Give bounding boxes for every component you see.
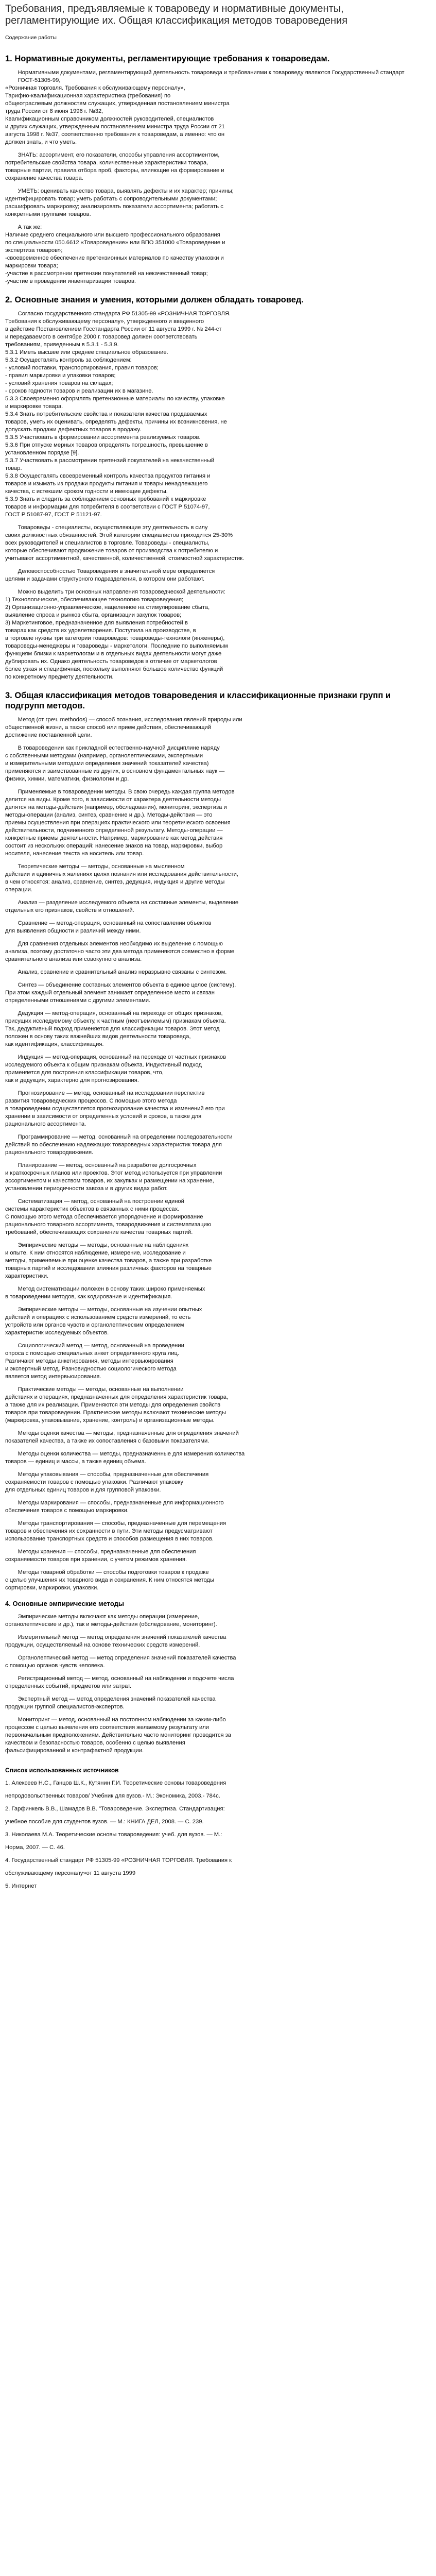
- section-heading: 2. Основные знания и умения, которыми должен обладать товаровед.: [5, 295, 304, 304]
- text-line: по специальности 050.6612 «Товароведение» или ВПО 351000 «Товароведение и: [5, 240, 225, 246]
- text-line: Деловоспособностью Товароведения в значительной мере определяется: [18, 568, 215, 574]
- text-line: 5.3.9 Знать и следить за соблюдением основных требований к маркировке: [5, 496, 206, 502]
- text-line: 1) Технологическое, обеспечивающее технологию товароведения;: [5, 597, 184, 603]
- text-line: приемы осуществления при операциях практического или теоретического освоения: [5, 820, 231, 826]
- text-line: развития товароведческих процессов. С помощью этого метода: [5, 1098, 177, 1104]
- text-line: Систематизация — метод, основанный на построении единой: [18, 1198, 184, 1205]
- text-line: Метод систематизации положен в основу таких широко применяемых: [18, 1286, 205, 1292]
- paragraph: [5, 969, 431, 976]
- paragraph: [5, 788, 431, 858]
- text-line: Методы маркирования — способы, предназначенные для информационного: [18, 1500, 224, 1506]
- text-line: учитывают ассортиментной, качественной, количественной, стоимостной характеристик.: [5, 555, 245, 562]
- text-line: 5.3.7 Участвовать в рассмотрении претензий покупателей на некачественный: [5, 457, 215, 464]
- text-line: А так же:: [18, 224, 42, 230]
- text-line: достижение поставленной цели.: [5, 732, 92, 738]
- text-line: действий по обеспечению надлежащих товароведных характеристик товара для: [5, 1142, 222, 1148]
- paragraph: [5, 1242, 431, 1280]
- text-line: товаров при товароведении. Практические методы включают технические методы: [5, 1410, 226, 1416]
- text-line: исследуемого объекта к общим признакам объекта. Индуктивный подход: [5, 1062, 202, 1068]
- text-line: 5.3.4 Знать потребительские свойства и показатели качества продаваемых: [5, 411, 207, 417]
- text-line: ЗНАТЬ: ассортимент, его показатели, способы управления ассортиментом,: [18, 152, 220, 158]
- text-line: использование транспортных средств и способов размещения в них товаров.: [5, 1536, 214, 1542]
- text-line: Измерительный метод — метод определения значений показателей качества: [18, 1634, 226, 1640]
- text-line: товаров — единиц и массы, а также единиц объема.: [5, 1459, 146, 1465]
- section-heading: 4. Основные эмпирические методы: [5, 1600, 124, 1607]
- literature-item: Норма, 2007. — С. 46.: [5, 1844, 65, 1851]
- text-line: Анализ, сравнение и сравнительный анализ неразрывно связаны с синтезом.: [18, 969, 227, 975]
- paragraph: [5, 1654, 431, 1670]
- text-line: выявление спроса и рынков сбыта, организации закупок товаров;: [5, 612, 182, 618]
- text-line: всех руководителей и специалистов в торговле. Товароведы - специалисты,: [5, 540, 210, 546]
- section-heading: 3. Общая классификация методов товароведения и классификационные признаки групп и подгрупп методов.: [5, 691, 391, 710]
- text-line: Индукция — метод-операция, основанный на переходе от частных признаков: [18, 1054, 226, 1060]
- text-line: УМЕТЬ: оценивать качество товара, выявлять дефекты и их характер; причины;: [18, 188, 234, 194]
- text-line: Так, дедуктивный подход применяется для классификации товаров. Этот метод: [5, 1026, 220, 1032]
- text-line: установленном порядке [9].: [5, 450, 79, 456]
- text-line: делится на виды. Кроме того, в зависимости от характера деятельности методы: [5, 796, 221, 803]
- text-line: Нормативными документами, регламентирующий деятельность товароведа и требованиями к товароведу являются Государственный стандарт ГОСТ-51305-99,: [18, 70, 405, 83]
- text-line: которые обеспечивают продвижение товаров от производства к потребителю и: [5, 548, 218, 554]
- paragraph: [5, 588, 431, 681]
- paragraph: [5, 1162, 431, 1193]
- text-line: а также для их реализации. Применяются эти методы для определения свойств: [5, 1402, 221, 1408]
- text-line: Дедукция — метод-операция, основанный на переходе от общих признаков,: [18, 1010, 223, 1016]
- text-line: положен в основу таких важнейших видов деятельности товароведа,: [5, 1033, 191, 1040]
- text-line: дублировать их. Однако деятельность товароведов в отличие от маркетологов: [5, 658, 217, 665]
- paragraph: [5, 1613, 431, 1629]
- text-line: допускать продажи дефектных товаров в продажу.: [5, 427, 142, 433]
- text-line: товарных партий и исследовании влияния различных факторов на товарные: [5, 1265, 212, 1272]
- text-line: Методы товарной обработки — способы подготовки товаров к продаже: [18, 1569, 209, 1575]
- text-line: и измерительными методами определения значений показателей качества): [5, 760, 209, 767]
- text-line: 5.3.1 Иметь высшее или среднее специальное образование.: [5, 349, 168, 355]
- text-line: товарные партии, правила отбора проб, факторы, влияющие на формирование и: [5, 167, 224, 174]
- text-line: в действие Постановлением Госстандарта России от 11 августа 1999 г. № 244-ст: [5, 326, 222, 332]
- text-line: продукции группой специалистов-экспертов.: [5, 1704, 125, 1710]
- text-line: в торговле нужны три категории товароведов: товароведы-технологи (инженеры),: [5, 635, 225, 641]
- text-line: сравнительного анализа или совокупного анализа.: [5, 956, 142, 962]
- text-line: хранении в зависимости от определенных условий и сроков, а также для: [5, 1113, 202, 1120]
- text-line: 3) Маркетинговое, предназначенное для выявления потребностей в: [5, 620, 188, 626]
- paragraph: [5, 1675, 431, 1690]
- text-line: сортировки, маркировки, упаковки.: [5, 1585, 99, 1591]
- text-line: Социологический метод — метод, основанный на проведении: [18, 1343, 184, 1349]
- paragraph: [5, 310, 431, 519]
- text-line: Требования к обслуживающему персоналу», утвержденного и введенного: [5, 318, 204, 325]
- text-line: 2) Организационно-управленческое, нацеленное на стимулирование сбыта,: [5, 604, 210, 611]
- text-line: (маркировка, упаковывание, хранение, контроль) и организационные методы.: [5, 1417, 215, 1423]
- text-line: сохранение качества товара.: [5, 175, 83, 181]
- paragraph: [5, 1386, 431, 1425]
- text-line: ГОСТ Р 51087-97, ГОСТ Р 51121-97.: [5, 512, 102, 518]
- text-line: идентифицировать товар; уметь работать с сопроводительными документами;: [5, 196, 217, 202]
- text-line: Методы оценки качества — методы, предназначенные для определения значений: [18, 1430, 239, 1436]
- text-line: 5.3.6 При отпуске мерных товаров определять погрешность, превышение в: [5, 442, 208, 448]
- text-line: методы-операции (анализ, синтез, сравнение и др.). Методы-действия — это: [5, 812, 213, 818]
- text-line: сохраняемости товаров с помощью упаковки. Различают упаковку: [5, 1479, 183, 1485]
- text-line: качества, с истекшим сроком годности и имеющие дефекты.: [5, 488, 168, 495]
- paragraph: [5, 1696, 431, 1711]
- text-line: Методы транспортирования — способы, предназначенные для перемещения: [18, 1520, 226, 1527]
- text-line: -участие в рассмотрении претензии покупателей на некачественный товар;: [5, 270, 208, 277]
- text-line: физики, химии, математики, физиологии и др.: [5, 776, 129, 782]
- text-line: расшифровать маркировку; анализировать показатели ассортимента; работать с: [5, 204, 223, 210]
- text-line: общественной жизни, а также способ или прием действия, обеспечивающий: [5, 724, 212, 731]
- paragraph: [5, 1133, 431, 1157]
- text-line: товаров и обеспечения их сохранности в пути. Эти методы предусматривают: [5, 1528, 213, 1534]
- text-line: августа 1998 г. №37, соответственно требования к товароведам, а именно: что он: [5, 131, 225, 138]
- text-line: «Розничная торговля. Требования к обслуживающему персоналу»,: [5, 85, 185, 91]
- text-line: Мониторинг — метод, основанный на постоянном наблюдении за каким-либо: [18, 1717, 226, 1723]
- literature-section: [5, 1766, 431, 1890]
- paragraph: [5, 940, 431, 963]
- text-line: товароведы-менеджеры и товароведы - маркетологи. Последние по выполняемым: [5, 643, 228, 649]
- literature-item: 4. Государственный стандарт РФ 51305-99 «РОЗНИЧНАЯ ТОРГОВЛЯ. Требования к: [5, 1857, 232, 1863]
- text-line: требований, обеспечивающих сохранение качества товарных партий.: [5, 1229, 193, 1235]
- text-line: должен знать, и что уметь.: [5, 139, 77, 145]
- text-line: органолептические и др.), так и методы-действия (обследование, мониторинг).: [5, 1621, 217, 1628]
- text-line: В товароведении как прикладной естественно-научной дисциплине наряду: [18, 745, 220, 751]
- text-line: и экспертный метод. Разновидностью социологического метода: [5, 1366, 177, 1372]
- text-line: с целью улучшения их товарного вида и сохранения. К ним относятся методы: [5, 1577, 214, 1583]
- literature-item: 3. Николаева М.А. Теоретические основы товароведения: учеб. для вузов. — М.:: [5, 1832, 222, 1838]
- text-line: целями и задачами структурного подразделения, в котором они работают.: [5, 576, 205, 582]
- text-line: 5.3.3 Своевременно оформлять претензионные материалы по качеству, упаковке: [5, 396, 225, 402]
- text-line: рационального товарного ассортимента, товародвижения и систематизацию: [5, 1222, 212, 1228]
- text-line: - условий поставки, транспортирования, правил товаров;: [5, 365, 159, 371]
- text-line: -участие в проведении инвентаризации товаров.: [5, 278, 136, 284]
- paragraph: [5, 1430, 431, 1445]
- text-line: как и дедукция, характерно для прогнозирования.: [5, 1077, 139, 1083]
- text-line: в товароведении осуществляется прогнозирование качества и изменений его при: [5, 1106, 225, 1112]
- text-line: действительности, подчиненного определенной результату. Методы-операции —: [5, 827, 223, 834]
- text-line: Прогнозирование — метод, основанный на исследовании перспектив: [18, 1090, 205, 1096]
- text-line: С помощью этого метода обеспечивается упорядочение и формирование: [5, 1214, 203, 1220]
- text-line: 5.3.8 Осуществлять своевременный контроль качества продуктов питания и: [5, 473, 211, 479]
- text-line: как идентификация, классификация.: [5, 1041, 104, 1047]
- text-line: применяется для построения классификации товаров, что,: [5, 1070, 164, 1076]
- text-line: состоит из нескольких операций: нанесение знаков на товар, маркировки, выбор: [5, 843, 223, 849]
- text-line: своих должностных обязанностей. Этой категории специалистов приходится 25-30%: [5, 532, 233, 538]
- literature-item: обслуживающему персоналу»от 11 августа 1999: [5, 1870, 136, 1876]
- paragraph: [5, 1306, 431, 1337]
- text-line: показателей качества, а также их сопоставления с базовыми показателями.: [5, 1438, 210, 1444]
- text-line: операции.: [5, 887, 32, 893]
- document-body: [5, 54, 431, 1755]
- text-line: 5.3.5 Участвовать в формировании ассортимента реализуемых товаров.: [5, 434, 201, 440]
- text-line: является метод интервьюирования.: [5, 1374, 101, 1380]
- paragraph: [5, 1569, 431, 1592]
- text-line: действии и единичных явлениях целях познания или исследования действительности,: [5, 871, 238, 877]
- text-line: Анализ — разделение исследуемого объекта на составные элементы, выделение: [18, 900, 239, 906]
- paragraph: [5, 1520, 431, 1543]
- text-line: фальсифицированной и контрафактной продукции.: [5, 1748, 144, 1754]
- text-line: Методы хранения — способы, предназначенные для обеспечения: [18, 1549, 196, 1555]
- text-line: опроса с помощью специальных анкет определенного круга лиц.: [5, 1350, 179, 1357]
- text-line: Регистрационный метод — метод, основанный на наблюдении и подсчете числа: [18, 1675, 234, 1682]
- text-line: товар.: [5, 465, 22, 471]
- text-line: Синтез — объединение составных элементов объекта в единое целое (систему).: [18, 982, 236, 988]
- text-line: функциям близки к маркетологам и в отдельных видах деятельности могут даже: [5, 651, 222, 657]
- text-line: носителя, нанесение текста на носитель или товар.: [5, 851, 144, 857]
- text-line: характеристик исследуемых объектов.: [5, 1330, 109, 1336]
- text-line: - правил маркировки и упаковки товаров;: [5, 372, 116, 379]
- paragraph: [5, 151, 431, 182]
- text-line: более узкая и специфичная, поскольку выполняют большое количество функций: [5, 666, 223, 672]
- text-line: потребительские свойства товара, количественные характеристики товара,: [5, 160, 208, 166]
- text-line: Программирование — метод, основанный на определении последовательности: [18, 1134, 233, 1140]
- text-line: с помощью органов чувств человека.: [5, 1663, 105, 1669]
- text-line: конкретными группами товаров.: [5, 211, 91, 217]
- text-line: процессом с целью выявления его соответствия желаемому результату или: [5, 1724, 209, 1731]
- text-line: и маркировке товара.: [5, 403, 63, 410]
- text-line: Можно выделить три основных направления товароведческой деятельности:: [18, 589, 225, 595]
- text-line: маркировки товара;: [5, 263, 58, 269]
- text-line: с собственными методами (например, органолептическими, экспертными: [5, 753, 203, 759]
- literature-list: [5, 1780, 431, 1890]
- text-line: труда России от 8 июня 1996 г. №32,: [5, 108, 103, 114]
- toc-label: Содержание работы: [5, 35, 57, 41]
- paragraph: [5, 1285, 431, 1301]
- text-line: продукции, осуществляемый на основе технических средств измерений.: [5, 1642, 200, 1648]
- text-line: отдельных его признаков, свойств и отношений.: [5, 907, 134, 913]
- text-line: товаров, уметь их оценивать, определять дефекты, причины их возникновения, не: [5, 419, 227, 425]
- text-line: рационального товародвижения.: [5, 1149, 94, 1156]
- text-line: Сравнение — метод-операция, основанный на сопоставлении объектов: [18, 920, 212, 926]
- text-line: Применяемые в товароведении методы. В свою очередь каждая группа методов: [18, 789, 235, 795]
- text-line: Тарифно-квалификационная характеристика (требования) по: [5, 93, 171, 99]
- text-line: товаров и изымать из продажи продукты питания и товары ненадлежащего: [5, 481, 208, 487]
- text-line: Планирование — метод, основанный на разработке долгосрочных: [18, 1162, 197, 1168]
- text-line: рационального ассортимента.: [5, 1121, 86, 1127]
- text-line: Эмпирические методы — методы, основанные на наблюдениях: [18, 1242, 189, 1248]
- text-line: действий и операциях с использованием средств измерений, то есть: [5, 1314, 191, 1320]
- text-line: товарах как средств их удовлетворения. Поступила на производстве, в: [5, 628, 196, 634]
- text-line: Органолептический метод — метод определения значений показателей качества: [18, 1655, 236, 1661]
- paragraph: [5, 1471, 431, 1494]
- text-line: по конкретному предмету деятельности.: [5, 674, 114, 680]
- text-line: качеством и безопасностью товаров, особенно с целью выявления: [5, 1740, 185, 1746]
- text-line: Методы упаковывания — способы, предназначенные для обеспечения: [18, 1471, 209, 1478]
- text-line: Экспертный метод — метод определения значений показателей качества: [18, 1696, 216, 1702]
- text-line: Квалификационным справочником должностей руководителей, специалистов: [5, 116, 214, 122]
- text-line: действиях и операциях, предназначенных для определения характеристик товара,: [5, 1394, 229, 1400]
- paragraph: [5, 716, 431, 739]
- text-line: для выявления общности и различий между ними.: [5, 928, 141, 934]
- page-title: Требования, предъявляемые к товароведу и нормативные документы, регламентирующие их. Общая классификация методов товароведения: [5, 3, 348, 26]
- text-line: методы, применяемые при оценке качества товаров, а также при разработке: [5, 1258, 212, 1264]
- paragraph: [5, 1198, 431, 1236]
- text-line: - условий хранения товаров на складах;: [5, 380, 113, 386]
- text-line: применяются и заимствованные из других, в основном фундаментальных наук —: [5, 768, 225, 774]
- paragraph: [5, 568, 431, 583]
- text-line: Теоретические методы — методы, основанные на мысленном: [18, 863, 185, 870]
- paragraph: [5, 920, 431, 935]
- text-line: товаров и информации для потребителя в соответствии с ГОСТ Р 51074-97,: [5, 504, 210, 510]
- text-line: Согласно государственного стандарта РФ 51305-99 «РОЗНИЧНАЯ ТОРГОВЛЯ.: [18, 311, 231, 317]
- paragraph: [5, 1716, 431, 1755]
- paragraph: [5, 1548, 431, 1564]
- text-line: Различают методы анкетирования, методы интервьюирования: [5, 1358, 173, 1364]
- paragraph: [5, 188, 431, 218]
- paragraph: [5, 224, 431, 285]
- text-line: и других служащих, утвержденным постановлением министра труда России от 21: [5, 124, 225, 130]
- paragraph: [5, 1342, 431, 1381]
- paragraph: [5, 1090, 431, 1128]
- section-heading: 1. Нормативные документы, регламентирующие требования к товароведам.: [5, 54, 330, 63]
- paragraph: [5, 1499, 431, 1515]
- paragraph: [5, 899, 431, 914]
- text-line: Эмпирические методы включают как методы операции (измерение,: [18, 1614, 200, 1620]
- paragraph: [5, 69, 431, 146]
- text-line: обеспечения товаров с помощью маркировки.: [5, 1507, 129, 1514]
- text-line: ассортиментом и качеством товаров, их закупках и размещении на хранение,: [5, 1178, 214, 1184]
- text-line: устройств или органов чувств и органолептическим определением: [5, 1322, 184, 1328]
- text-line: При этом каждый отдельный элемент занимает определенное место и связан: [5, 990, 215, 996]
- literature-item: учебное пособие для студентов вузов. — М.: КНИГА ДЕЛ, 2008. — С. 239.: [5, 1819, 204, 1825]
- text-line: присущих исследуемому объекту, к частным (неотъемлемым) признакам объекта.: [5, 1018, 226, 1024]
- paragraph: [5, 1054, 431, 1084]
- literature-item: 1. Алексеев Н.С., Ганцов Ш.К., Кутянин Г.И. Теоретические основы товароведения: [5, 1780, 226, 1786]
- text-line: -своевременное обеспечение претензионных материалов по качеству упаковки и: [5, 255, 224, 261]
- text-line: Товароведы - специалисты, осуществляющие эту деятельность в силу: [18, 524, 208, 531]
- text-line: характеристики.: [5, 1273, 49, 1279]
- text-line: требованиям, приведенным в 5.3.1 - 5.3.9.: [5, 342, 119, 348]
- text-line: сохраняемости товаров при хранении, с учетом режимов хранения.: [5, 1556, 187, 1563]
- text-line: Эмпирические методы — методы, основанные на изучении опытных: [18, 1307, 202, 1313]
- text-line: Практические методы — методы, основанные на выполнении: [18, 1386, 184, 1393]
- text-line: Метод (от греч. methodos) — способ познания, исследования явлений природы или: [18, 717, 242, 723]
- text-line: - сроков годности товаров и реализации их в магазине.: [5, 388, 153, 394]
- text-line: конкретные приемы деятельности. Например, маркирование как метод действия: [5, 835, 223, 841]
- text-line: анализа, поэтому достаточно часто эти два метода применяются совместно в форме: [5, 948, 235, 955]
- paragraph: [5, 1010, 431, 1048]
- text-line: общеотраслевым должностям служащих, утвержденная постановлением министра: [5, 100, 230, 107]
- literature-item: 2. Гарфинкель В.В., Шамадов В.В. "Товароведение. Экспертиза. Стандартизация:: [5, 1806, 225, 1812]
- literature-item: непродовольственных товаров/ Учебник для вузов.- М.: Экономика, 2003.- 784с.: [5, 1793, 220, 1799]
- paragraph: [5, 744, 431, 783]
- literature-heading: Список использованных источников: [5, 1767, 119, 1774]
- text-line: Методы оценки количества — методы, предназначенные для измерения количества: [18, 1451, 245, 1457]
- text-line: Для сравнения отдельных элементов необходимо их выделение с помощью: [18, 941, 223, 947]
- text-line: установлении периодичности завоза и в других видах работ.: [5, 1185, 168, 1192]
- text-line: для отдельных единиц товаров и для групповой упаковки.: [5, 1487, 161, 1493]
- text-line: делятся на методы-действия (например, обследования), мониторинг, экспертиза и: [5, 804, 227, 810]
- text-line: и краткосрочных планов или проектов. Этот метод используется при управлении: [5, 1170, 222, 1176]
- text-line: Наличие среднего специального или высшего профессионального образования: [5, 232, 220, 238]
- paragraph: [5, 863, 431, 894]
- text-line: в товароведении методов, как кодирование и идентификация.: [5, 1294, 172, 1300]
- text-line: и передаваемого в сентябре 2000 г. товаровед должен соответствовать: [5, 334, 198, 340]
- text-line: экспертиза товаров»;: [5, 247, 63, 253]
- literature-item: 5. Интернет: [5, 1883, 37, 1889]
- text-line: определенных событий, предметов или затрат.: [5, 1683, 132, 1689]
- text-line: 5.3.2 Осуществлять контроль за соблюдением:: [5, 357, 132, 363]
- text-line: и опыте. К ним относятся наблюдение, измерение, исследование и: [5, 1250, 186, 1256]
- text-line: в чем относятся: анализ, сравнение, синтез, дедукция, индукция и другие методы: [5, 879, 225, 885]
- paragraph: [5, 1634, 431, 1649]
- text-line: первоначальным предположениям. Действительно часто мониторинг проводится за: [5, 1732, 232, 1738]
- paragraph: [5, 524, 431, 563]
- text-line: системы характеристик объектов в связанных с ними процессах.: [5, 1206, 180, 1212]
- paragraph: [5, 981, 431, 1005]
- text-line: определенными отношениями с другими элементами.: [5, 997, 151, 1004]
- paragraph: [5, 1450, 431, 1466]
